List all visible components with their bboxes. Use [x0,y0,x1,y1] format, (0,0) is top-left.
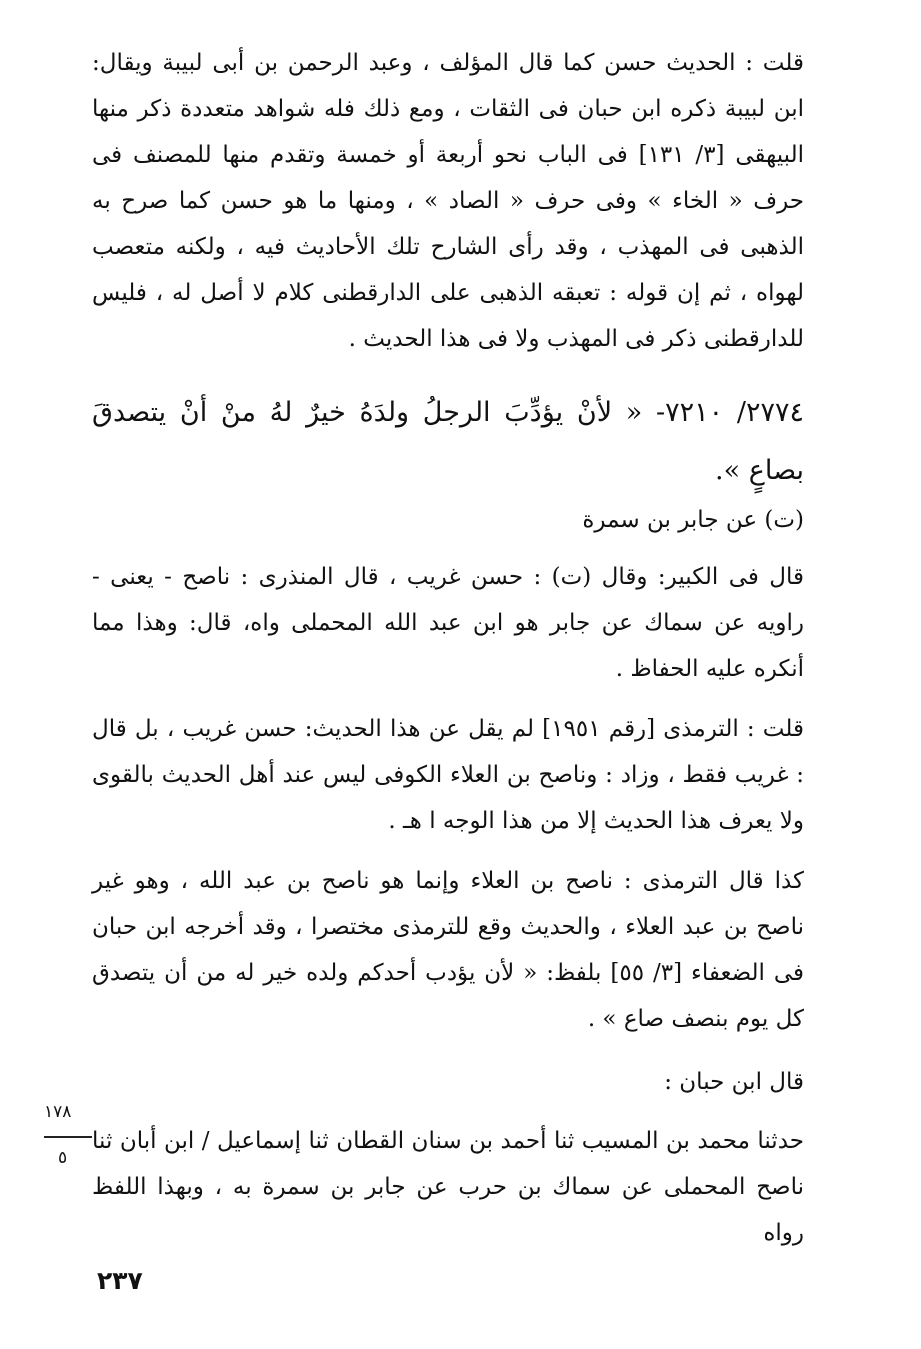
tirmidhi-paragraph [92,706,804,844]
commentary-paragraph [92,40,804,362]
isnad-text: حدثنا محمد بن المسيب ثنا أحمد بن سنان القطان ثنا إسماعيل / ابن أبان ثنا ناصح المحملى عن سماك بن حرب عن جابر بن سمرة به ، وبهذا اللفظ رواه [92,1128,804,1246]
source-attribution [92,497,804,543]
kabir-paragraph [92,554,804,692]
naseh-text: كذا قال الترمذى : ناصح بن العلاء وإنما هو ناصح بن عبد الله ، وهو غير ناصح بن عبد العلاء ، والحديث وقع للترمذى مختصرا ، وقد أخرجه ابن حبان فى الضعفاء [٣/ ٥٥] بلفظ: « لأن يؤدب أحدكم ولده خير له من أن يتصدق كل يوم بنصف صاع » . [92,868,804,1032]
isnad-paragraph [92,1118,804,1256]
page-number: ٢٣٧ [97,1266,143,1295]
margin-ref-top: ١٧٨ [44,1102,72,1122]
margin-ref-rule [44,1136,92,1138]
kabir-text: قال فى الكبير: وقال (ت) : حسن غريب ، قال المنذرى : ناصح - يعنى - راويه عن سماك عن جابر هو ابن عبد الله المحملى واه، قال: وهذا مما أنكره عليه الحفاظ . [92,564,804,682]
ibn-hibban-label [92,1059,804,1105]
source-text: (ت) عن جابر بن سمرة [582,507,804,533]
margin-ref-bottom: ٥ [58,1148,68,1168]
tirmidhi-text: قلت : الترمذى [رقم ١٩٥١] لم يقل عن هذا الحديث: حسن غريب ، بل قال : غريب فقط ، وزاد : وناصح بن العلاء الكوفى ليس عند أهل الحديث بالقوى ولا يعرف هذا الحديث إلا من هذا الوجه ا هـ . [92,716,804,834]
hadith-heading [92,384,804,500]
ibn-hibban-text: قال ابن حبان : [664,1069,804,1095]
hadith-text: ٢٧٧٤/ ٧٢١٠- « لأنْ يؤدِّبَ الرجلُ ولدَهُ خيرٌ لهُ منْ أنْ يتصدقَ بصاعٍ ». [92,397,804,486]
naseh-paragraph [92,858,804,1042]
commentary-text: قلت : الحديث حسن كما قال المؤلف ، وعبد الرحمن بن أبى لبيبة ويقال: ابن لبيبة ذكره ابن حبان فى الثقات ، ومع ذلك فله شواهد متعددة ذكر منها البيهقى [٣/ ١٣١] فى الباب نحو أربعة أو خمسة وتقدم منها للمصنف فى حرف « الخاء » وفى حرف « الصاد » ، ومنها ما هو حسن كما صرح به الذهبى فى المهذب ، وقد رأى الشارح تلك الأحاديث فيه ، ولكنه متعصب لهواه ، ثم إن قوله : تعبقه الذهبى على الدارقطنى كلام لا أصل له ، فليس للدارقطنى ذكر فى المهذب ولا فى هذا الحديث . [92,50,805,352]
